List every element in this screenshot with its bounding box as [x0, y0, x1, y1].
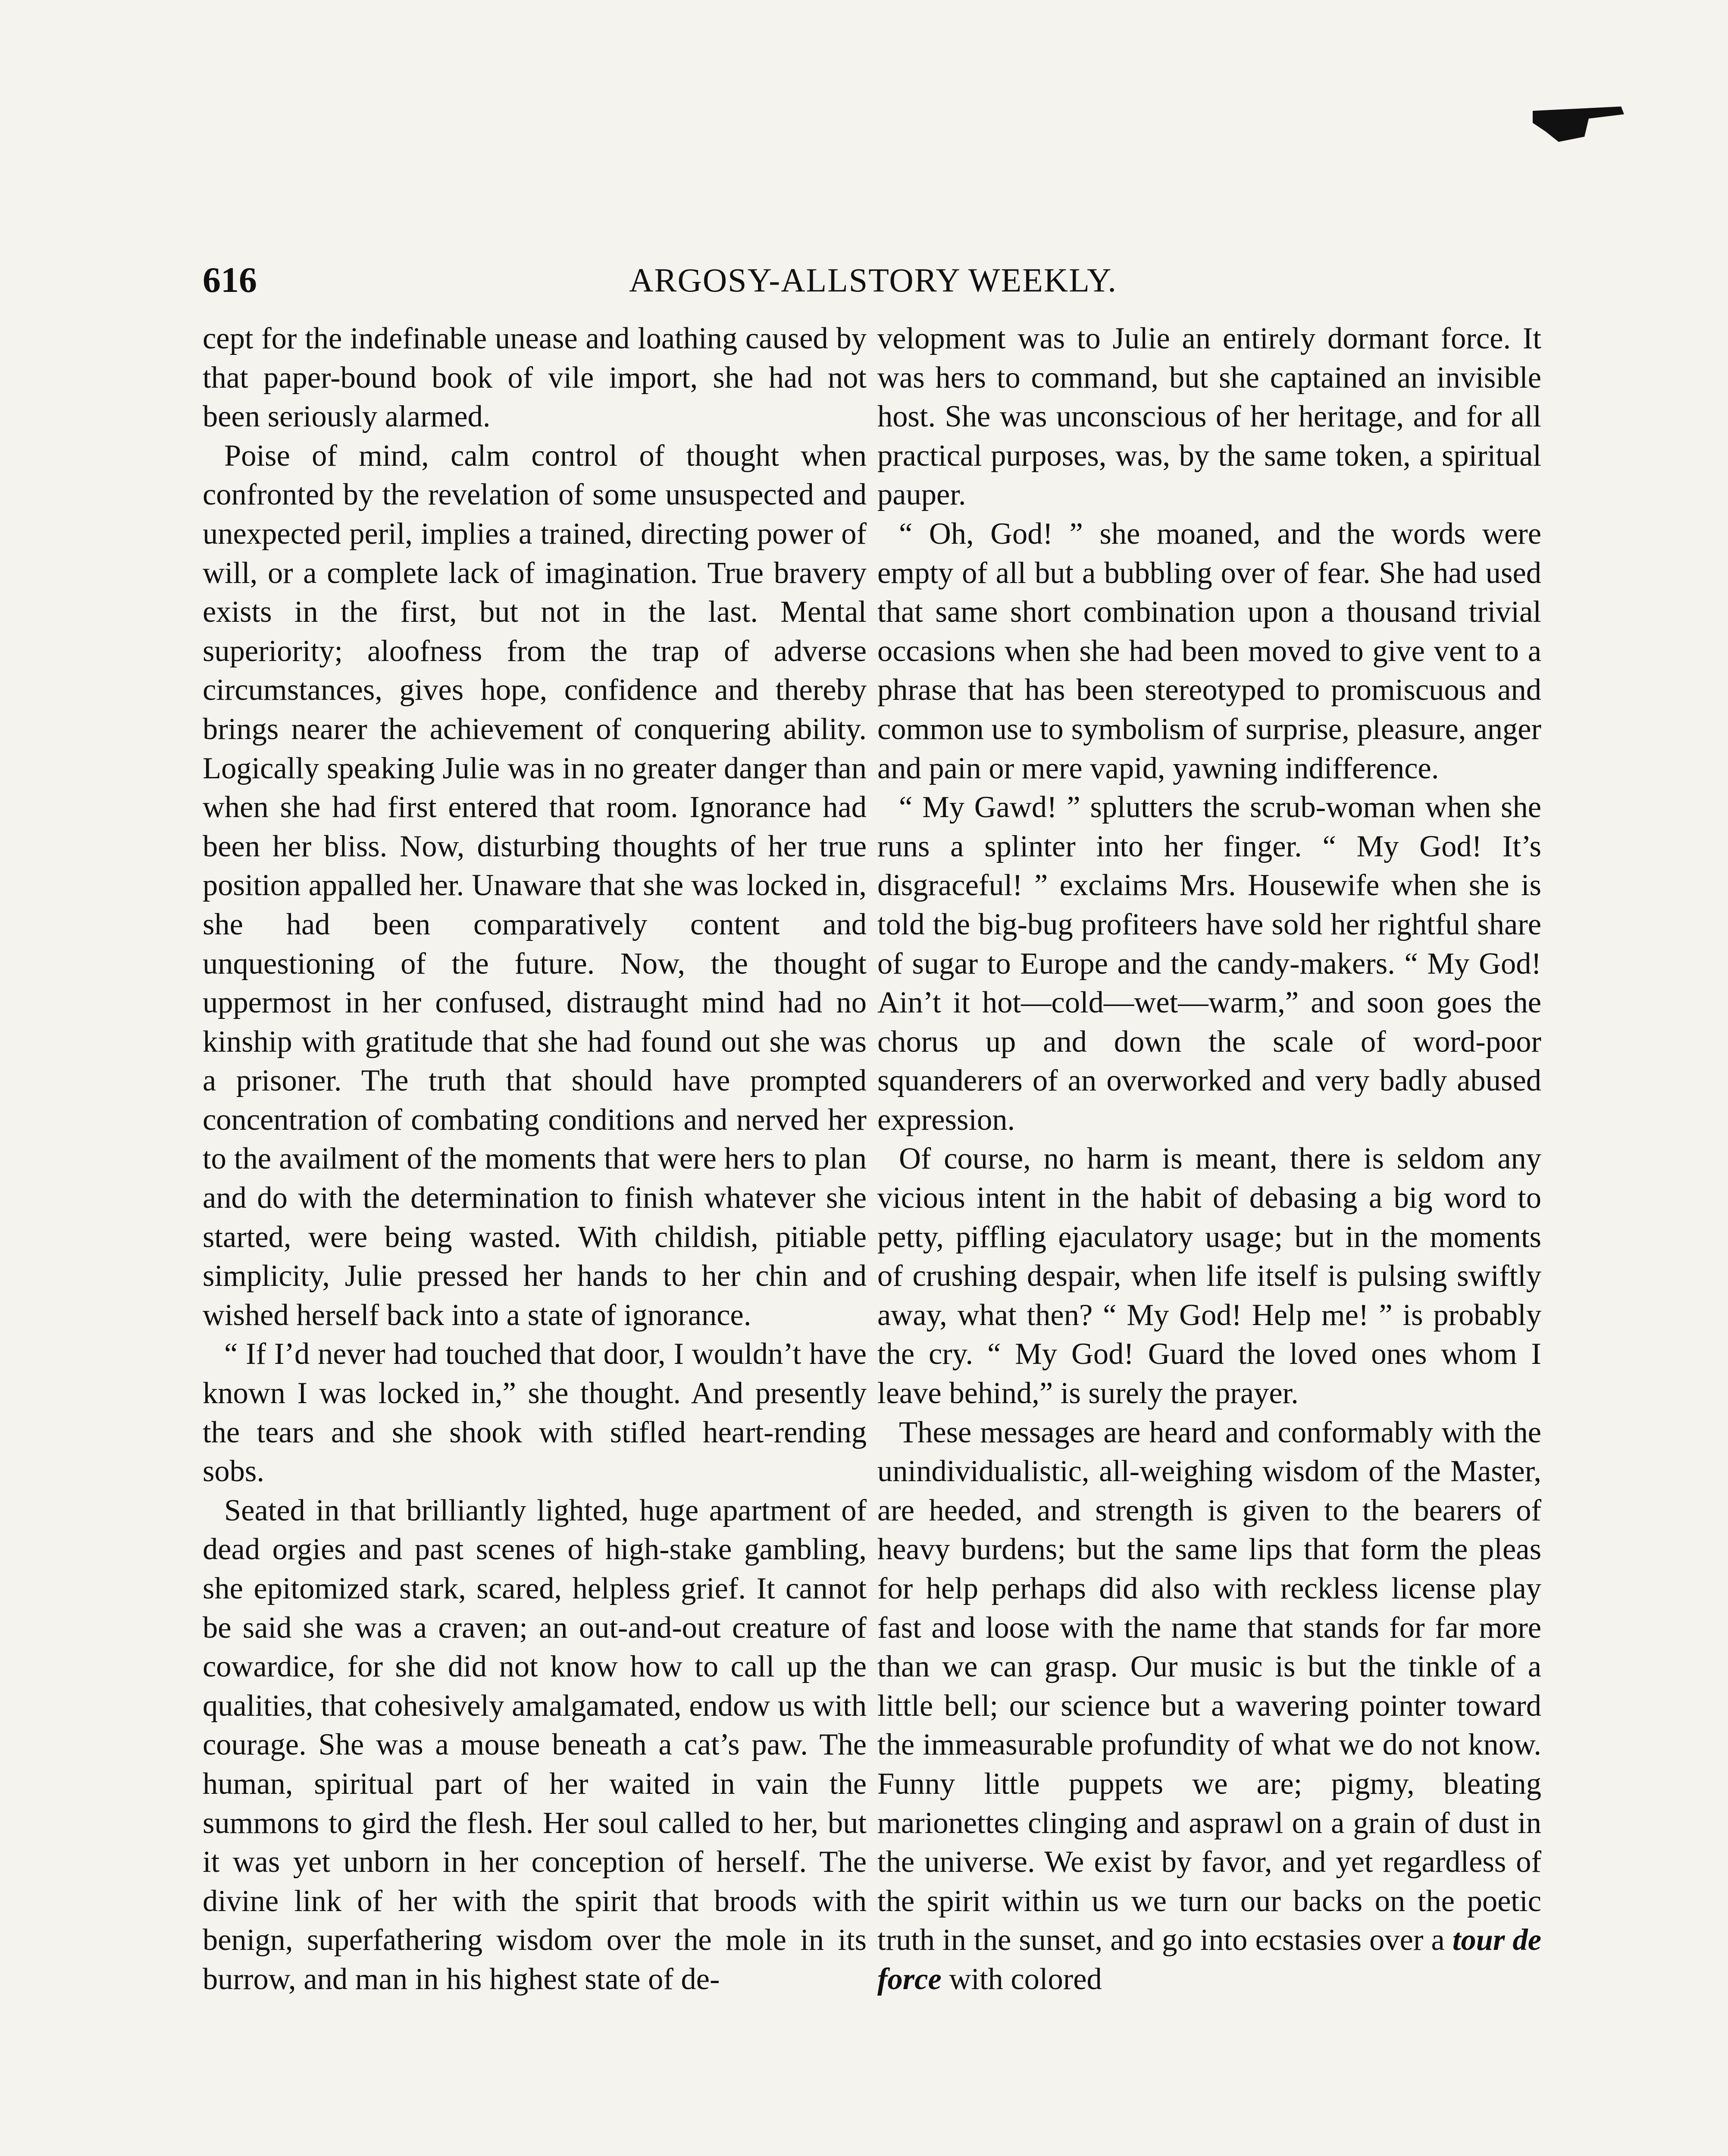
paragraph: Poise of mind, calm control of thought when confronted by the revelation of some unsuspected and unexpected peril, implies a trained, directing power of will, or a complete lack of imagination. True bravery exists in the first, but not in the last. Mental superiority; aloofness from the trap of adverse circumstances, gives hope, confidence and thereby brings nearer the achievement of conquering ability. Logically speaking Julie was in no greater danger than when she had first entered that room. Ignorance had been her bliss. Now, disturbing thoughts of her true position appalled her. Unaware that she was locked in, she had been comparatively content and unquestioning of the future. Now, the thought uppermost in her confused, distraught mind had no kinship with gratitude that she had found out she was a prisoner. The truth that should have prompted concentration of combating conditions and nerved her to the availment of the moments that were hers to plan and do with the determination to finish whatever she started, were being wasted. With childish, pitiable simplicity, Julie pressed her hands to her chin and wished herself back into a state of ignorance.: [203, 439, 867, 1332]
paragraph: “ Oh, God! ” she moaned, and the words were empty of all but a bubbling over of fear. She had used that same short combination upon a thousand trivial occasions when she had been moved to give vent to a phrase that has been stereotyped to promiscuous and common use to symbolism of surprise, pleasure, anger and pain or mere vapid, yawning indifference.: [877, 517, 1541, 785]
page-header: [203, 254, 1543, 306]
page-number: 616: [203, 260, 257, 300]
paragraph-text: These messages are heard and conformably with the unindividualistic, all-weighing wisdom of the Master, are heeded, and strength is given to the bearers of heavy burdens; but the same lips that form the pleas for help perhaps did also with reckless license play fast and loose with the name that stands for far more than we can grasp. Our music is but the tinkle of a little bell; our science but a wavering pointer toward the immeasurable profundity of what we do not know. Funny little puppets we are; pigmy, bleating marionettes clinging and asprawl on a grain of dust in the universe. We exist by favor, and yet regardless of the spirit within us we turn our backs on the poetic truth in the sunset, and go into ecstasies over a: [877, 1415, 1541, 1957]
left-column: [203, 319, 867, 2156]
paragraph: velopment was to Julie an entirely dormant force. It was hers to command, but she captained an invisible host. She was unconscious of her heritage, and for all practical purposes, was, by the same token, a spiritual pauper.: [877, 322, 1541, 512]
italic-phrase: tour de force: [877, 1923, 1541, 1996]
paragraph: “ My Gawd! ” splutters the scrub-woman when she runs a splinter into her finger. “ My God! It’s disgraceful! ” exclaims Mrs. Housewife when she is told the big-bug profiteers have sold her rightful share of sugar to Europe and the candy-makers. “ My God! Ain’t it hot—cold—wet—warm,” and soon goes the chorus up and down the scale of word-poor squanderers of an overworked and very badly abused expression.: [877, 790, 1541, 1137]
paragraph: Seated in that brilliantly lighted, huge apartment of dead orgies and past scenes of high-stake gambling, she epitomized stark, scared, helpless grief. It cannot be said she was a craven; an out-and-out creature of cowardice, for she did not know how to call up the qualities, that cohesively amalgamated, endow us with courage. She was a mouse beneath a cat’s paw. The human, spiritual part of her waited in vain the summons to gird the flesh. Her soul called to her, but it was yet unborn in her conception of herself. The divine link of her with the spirit that broods with benign, superfathering wisdom over the mole in its burrow, and man in his highest state of de-: [203, 1493, 867, 1996]
right-column: [877, 319, 1541, 2156]
ink-smudge-mark: [1533, 106, 1628, 142]
running-title: ARGOSY-ALLSTORY WEEKLY.: [629, 261, 1117, 299]
paragraph: cept for the indefinable unease and loathing caused by that paper-bound book of vile import, she had not been seriously alarmed.: [203, 322, 867, 434]
paragraph: [877, 1413, 1541, 1999]
paragraph: “ If I’d never had touched that door, I wouldn’t have known I was locked in,” she thought. And presently the tears and she shook with stifled heart-rending sobs.: [203, 1337, 867, 1489]
paragraph: Of course, no harm is meant, there is seldom any vicious intent in the habit of debasing a big word to petty, piffling ejaculatory usage; but in the moments of crushing despair, when life itself is pulsing swiftly away, what then? “ My God! Help me! ” is probably the cry. “ My God! Guard the loved ones whom I leave behind,” is surely the prayer.: [877, 1142, 1541, 1410]
paragraph-text-end: with colored: [949, 1962, 1102, 1996]
